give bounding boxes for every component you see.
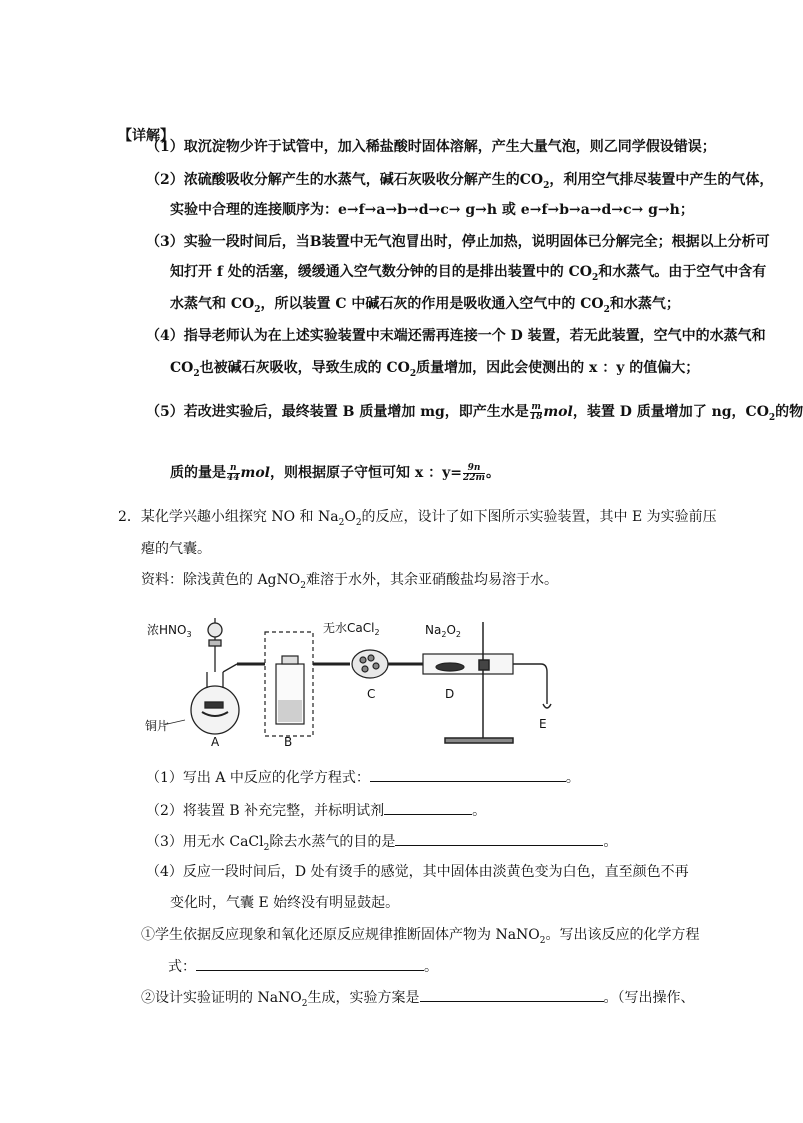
label-d: D [445,687,455,701]
answer-5-line-1: （5）若改进实验后，最终装置 B 质量增加 mg，即产生水是 $\frac{m}{18}$ mol，装置 D 质量增加了 ng，$CO_2$的物 [146,401,803,423]
label-copper: 铜片 [145,719,170,733]
sub-1-line-1: ①学生依据反应现象和氧化还原反应规律推断固体产物为 NaNO$_2$。写出该反应的化学方程 [141,927,700,946]
blank-4[interactable] [196,956,424,971]
part-3: （3）用无水 CaCl$_2$除去水蒸气的目的是 。 [146,831,617,858]
answer-2-line-2: 实验中合理的连接顺序为：e→f→a→b→d→c→ g→h 或 e→f→b→a→d→c→ g→h； [170,202,694,218]
part-4-line-1: （4）反应一段时间后，D 处有烫手的感觉，其中固体由淡黄色变为白色，直至颜色不再 [146,864,689,880]
tube-d [423,654,513,674]
label-na2o2: $Na_2O_2$ [425,623,461,639]
question-2-line-2: 瘪的气囊。 [141,541,211,557]
blank-3[interactable] [395,831,603,846]
label-cacl2: 无水CaCl$_2$ [323,621,380,637]
fraction-9n-22m: $\frac{9n}{22m}$ [462,462,486,483]
part-4-line-2: 变化时，气囊 E 始终没有明显鼓起。 [170,895,400,911]
info-line: 资料：除浅黄色的 AgNO$_2$难溶于水外，其余亚硝酸盐均易溶于水。 [141,572,558,591]
section-header: 【详解】 [118,128,174,144]
balloon-e [513,664,551,708]
answer-3-line-2: 知打开 f 处的活塞，缓缓通入空气数分钟的目的是排出装置中的 $CO_2$和水蒸气。由于空气中含有 [170,264,767,283]
label-conc-hno3: 浓$HNO_3$ [147,623,192,639]
answer-1: （1）取沉淀物少许于试管中，加入稀盐酸时固体溶解，产生大量气泡，则乙同学假设错误； [146,139,716,155]
answer-2-line-1: （2）浓硫酸吸收分解产生的水蒸气，碱石灰吸收分解产生的$CO_2$，利用空气排尽装置中产生的气体， [146,172,774,191]
blank-1[interactable] [370,767,566,782]
blank-5[interactable] [420,987,604,1002]
answer-4-line-2: $CO_2$也被碱石灰吸收，导致生成的 $CO_2$质量增加，因此会使测出的 x ：y 的值偏大； [170,360,700,379]
blank-2[interactable] [384,800,472,815]
fraction-n-44: $\frac{n}{44}$ [227,462,240,483]
label-b: B [284,735,293,749]
fraction-m-18: $\frac{m}{18}$ [529,401,543,422]
answer-3-line-1: （3）实验一段时间后，当B装置中无气泡冒出时，停止加热，说明固体已分解完全；根据以上分析可 [146,234,770,250]
answer-3-line-3: 水蒸气和 $CO_2$，所以装置 C 中碱石灰的作用是吸收通入空气中的 $CO_2$和水蒸气； [170,296,680,315]
label-e: E [539,717,547,731]
answer-5-line-2: 质的量是 $\frac{n}{44}$ mol，则根据原子守恒可知 x ：y= $\frac{9n}{22m}$ 。 [170,462,501,483]
answer-4-line-1: （4）指导老师认为在上述实验装置中末端还需再连接一个 D 装置，若无此装置，空气中的水蒸气和 [146,328,766,344]
stand [445,622,513,743]
label-a: A [211,735,220,749]
part-1: （1）写出 A 中反应的化学方程式： 。 [146,767,580,788]
question-2-line-1: 2．某化学兴趣小组探究 NO 和 $Na_2O_2$的反应，设计了如下图所示实验装置，其中 E 为实验前压 [118,509,717,528]
sub-1-line-2: 式： 。 [168,956,438,977]
tube-c [352,650,388,678]
bottle-b [265,632,313,736]
part-2: （2）将装置 B 补充完整，并标明试剂 。 [146,800,486,821]
sub-2: ②设计实验证明的 NaNO$_2$生成，实验方案是 。（写出操作、 [141,987,695,1014]
apparatus-diagram [145,612,565,754]
label-c: C [367,687,376,701]
